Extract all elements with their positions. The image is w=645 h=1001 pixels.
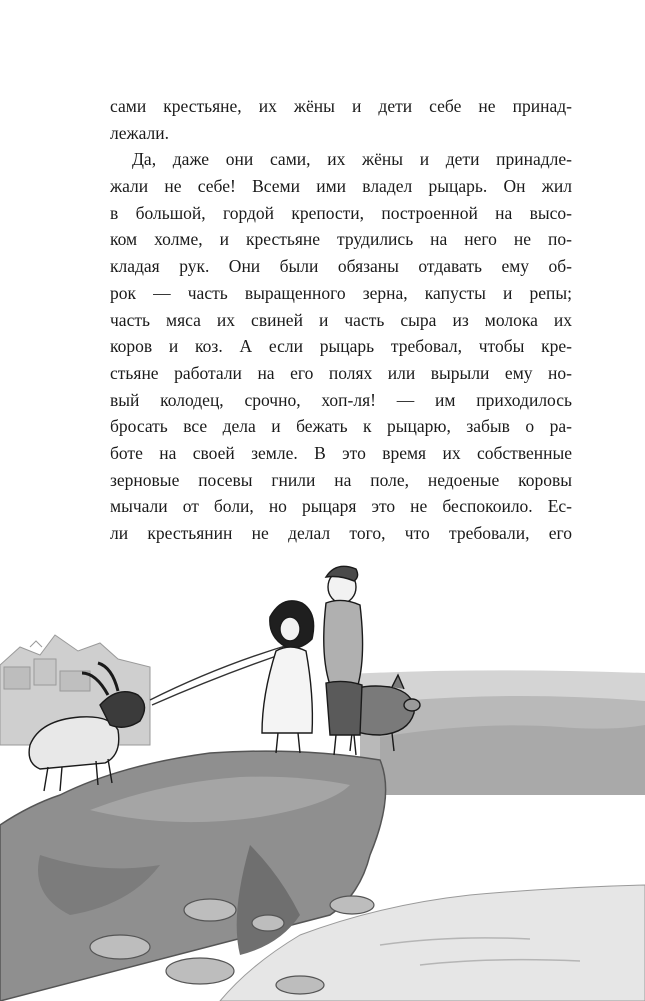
text-line: стьяне работали на его полях или вырыли ему но-	[110, 362, 572, 383]
boy	[324, 566, 363, 755]
text-line: лежали.	[110, 122, 169, 143]
text-line: сами крестьяне, их жёны и дети себе не принад-	[110, 96, 572, 116]
text-line: ком холме, и крестьяне трудились на него не по-	[110, 229, 572, 250]
girl	[262, 601, 314, 753]
text-line: часть мяса их свиней и часть сыра из молока их	[110, 309, 572, 330]
text-line: рок — часть выращенного зерна, капусты и репы;	[110, 282, 572, 303]
text-line: коров и коз. А если рыцарь требовал, чтобы кре-	[110, 336, 572, 357]
hilltop-illustration	[0, 555, 645, 1001]
text-line: ли крестьянин не делал того, что требовали, его	[110, 523, 572, 543]
text-line: жали не себе! Всеми ими владел рыцарь. Он жил	[110, 176, 572, 197]
text-line: в большой, гордой крепости, построенной на высо-	[110, 202, 572, 223]
text-line: мычали от боли, но рыцаря это не беспокоило. Ес-	[110, 496, 572, 517]
text-line: кладая рук. Они были обязаны отдавать ему об-	[110, 256, 572, 277]
text-line: вый колодец, срочно, хоп-ля! — им приходилось	[110, 389, 572, 410]
text-line: зерновые посевы гнили на поле, недоеные коровы	[110, 469, 572, 490]
page-text	[110, 93, 572, 547]
text-line: Да, даже они сами, их жёны и дети принадле-	[132, 149, 572, 170]
text-line: боте на своей земле. В это время их собственные	[110, 442, 572, 463]
text-line: бросать все дела и бежать к рыцарю, забыв о ра-	[110, 416, 572, 437]
